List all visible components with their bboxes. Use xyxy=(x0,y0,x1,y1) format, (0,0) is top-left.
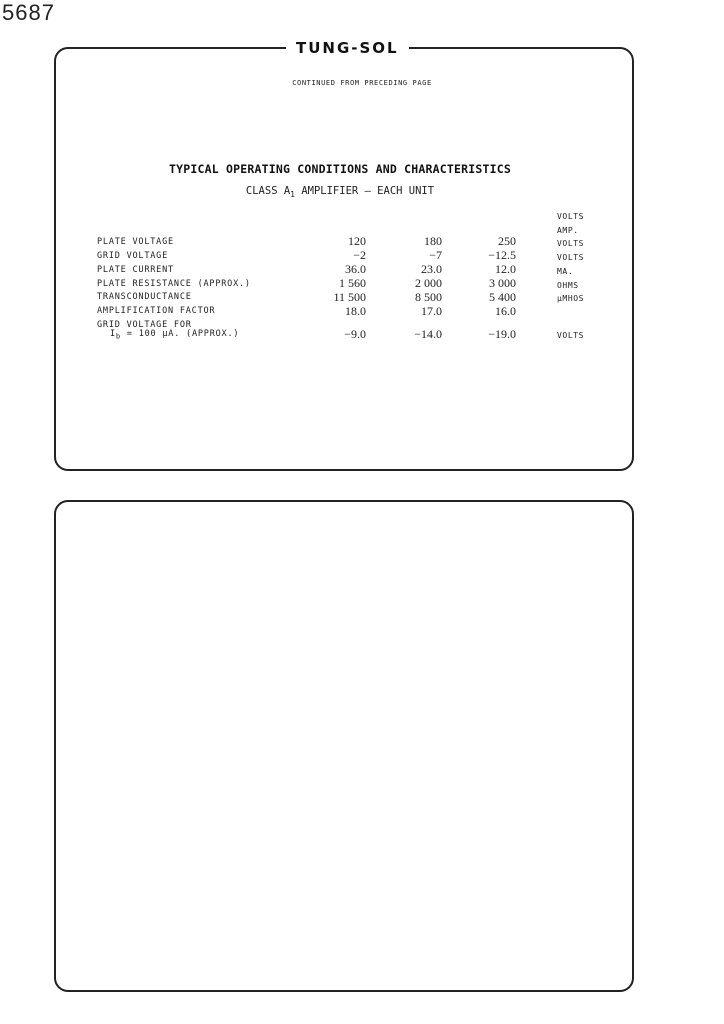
row-label-condition xyxy=(110,329,239,341)
unit-header-amp: AMP. xyxy=(557,226,579,235)
row-value: 120 xyxy=(348,234,366,248)
row-label: PLATE CURRENT xyxy=(97,265,174,275)
row-value: −9.0 xyxy=(344,327,366,341)
row-label: TRANSCONDUCTANCE xyxy=(97,292,192,302)
row-value: 5 400 xyxy=(489,290,516,304)
ib-subscript: b xyxy=(115,332,121,341)
section-title: TYPICAL OPERATING CONDITIONS AND CHARACTERISTICS xyxy=(169,162,511,176)
class-prefix: CLASS A xyxy=(245,185,291,197)
row-label: GRID VOLTAGE xyxy=(97,251,169,261)
row-value: 18.0 xyxy=(345,304,366,318)
row-unit: VOLTS xyxy=(557,253,585,262)
row-value: 12.0 xyxy=(495,262,516,276)
row-value: 16.0 xyxy=(495,304,516,318)
row-label: PLATE RESISTANCE (APPROX.) xyxy=(97,279,251,289)
row-value: 180 xyxy=(424,234,442,248)
tube-number: 5687 xyxy=(2,0,55,25)
class-suffix: AMPLIFIER – EACH UNIT xyxy=(295,185,435,197)
class-subscript: 1 xyxy=(290,190,295,200)
unit-header-volts: VOLTS xyxy=(557,212,585,221)
row-value: −19.0 xyxy=(488,327,516,341)
row-value: 36.0 xyxy=(345,262,366,276)
row-unit: VOLTS xyxy=(557,239,585,248)
brand-logo: TUNG-SOL xyxy=(286,38,409,58)
row-unit: MA. xyxy=(557,267,574,276)
row-value: 11 500 xyxy=(333,290,366,304)
row-value: 3 000 xyxy=(489,276,516,290)
row-label: PLATE VOLTAGE xyxy=(97,237,174,247)
ib-condition: = 100 μA. (APPROX.) xyxy=(120,329,240,339)
row-value: −2 xyxy=(353,248,366,262)
row-value: 250 xyxy=(498,234,516,248)
row-value: −14.0 xyxy=(414,327,442,341)
row-unit: VOLTS xyxy=(557,331,585,340)
blank-panel xyxy=(54,500,634,992)
row-unit: μMHOS xyxy=(557,294,585,303)
row-value: 17.0 xyxy=(421,304,442,318)
row-value: 2 000 xyxy=(415,276,442,290)
row-value: 23.0 xyxy=(421,262,442,276)
ib-symbol: I xyxy=(110,329,116,339)
class-line xyxy=(0,185,680,199)
continued-note: CONTINUED FROM PRECEDING PAGE xyxy=(292,79,432,87)
row-label: GRID VOLTAGE FOR xyxy=(97,320,192,330)
row-unit: OHMS xyxy=(557,281,579,290)
row-label: AMPLIFICATION FACTOR xyxy=(97,306,216,316)
row-value: 1 560 xyxy=(339,276,366,290)
row-value: −12.5 xyxy=(488,248,516,262)
row-value: 8 500 xyxy=(415,290,442,304)
row-value: −7 xyxy=(429,248,442,262)
